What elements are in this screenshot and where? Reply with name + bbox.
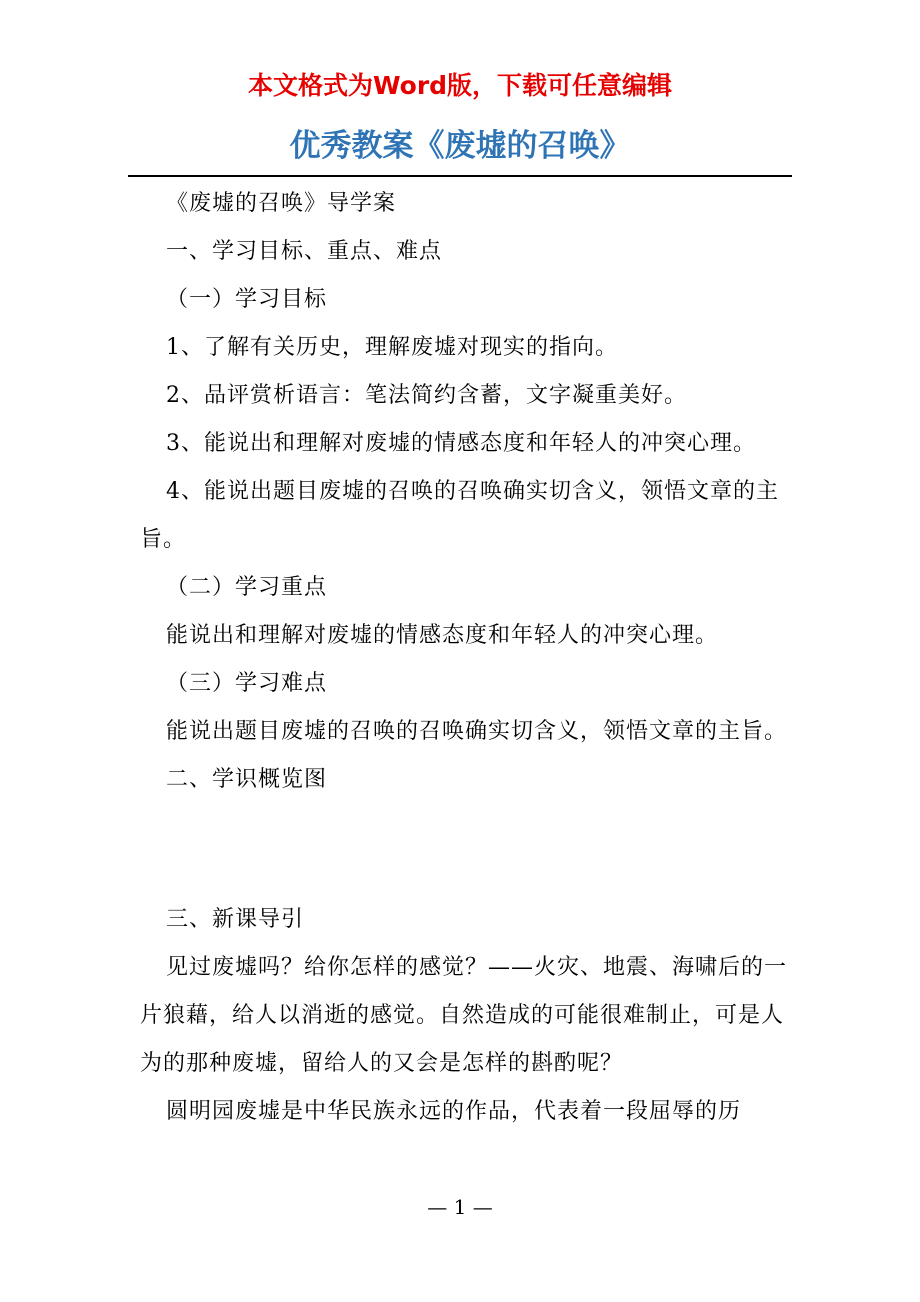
section-heading-goals: 一、学习目标、重点、难点 bbox=[166, 239, 443, 264]
goal-item-3: 3、能说出和理解对废墟的情感态度和年轻人的冲突心理。 bbox=[166, 431, 756, 456]
section-heading-overview: 二、学识概览图 bbox=[166, 767, 328, 792]
page-number: — 1 — bbox=[427, 1195, 493, 1219]
format-banner: 本文格式为Word版，下载可任意编辑 bbox=[247, 71, 673, 100]
intro-paragraph-2: 圆明园废墟是中华民族永远的作品，代表着一段屈辱的历 bbox=[166, 1099, 742, 1124]
overview-blank-space bbox=[140, 804, 800, 896]
goal-item-4: 4、能说出题目废墟的召唤的召唤确实切含义，领悟文章的主旨。 bbox=[140, 479, 779, 552]
difficulty-text: 能说出题目废墟的召唤的召唤确实切含义，领悟文章的主旨。 bbox=[166, 719, 788, 744]
doc-heading: 《废墟的召唤》导学案 bbox=[166, 191, 397, 216]
subsection-heading-focus: （二）学习重点 bbox=[166, 575, 328, 600]
goal-item-2: 2、品评赏析语言：笔法简约含蓄，文字凝重美好。 bbox=[166, 383, 687, 408]
focus-text: 能说出和理解对废墟的情感态度和年轻人的冲突心理。 bbox=[166, 623, 719, 648]
header-divider bbox=[128, 175, 792, 177]
subsection-heading-objectives: （一）学习目标 bbox=[166, 287, 328, 312]
document-title: 优秀教案《废墟的召唤》 bbox=[289, 128, 631, 164]
section-heading-intro: 三、新课导引 bbox=[166, 907, 305, 932]
document-body bbox=[140, 180, 800, 1136]
intro-paragraph-1: 见过废墟吗？给你怎样的感觉？——火灾、地震、海啸后的一片狼藉，给人以消逝的感觉。自然造成的可能很难制止，可是人为的那种废墟，留给人的又会是怎样的斟酌呢？ bbox=[140, 955, 788, 1076]
subsection-heading-difficulty: （三）学习难点 bbox=[166, 671, 328, 696]
goal-item-1: 1、了解有关历史，理解废墟对现实的指向。 bbox=[166, 335, 618, 360]
